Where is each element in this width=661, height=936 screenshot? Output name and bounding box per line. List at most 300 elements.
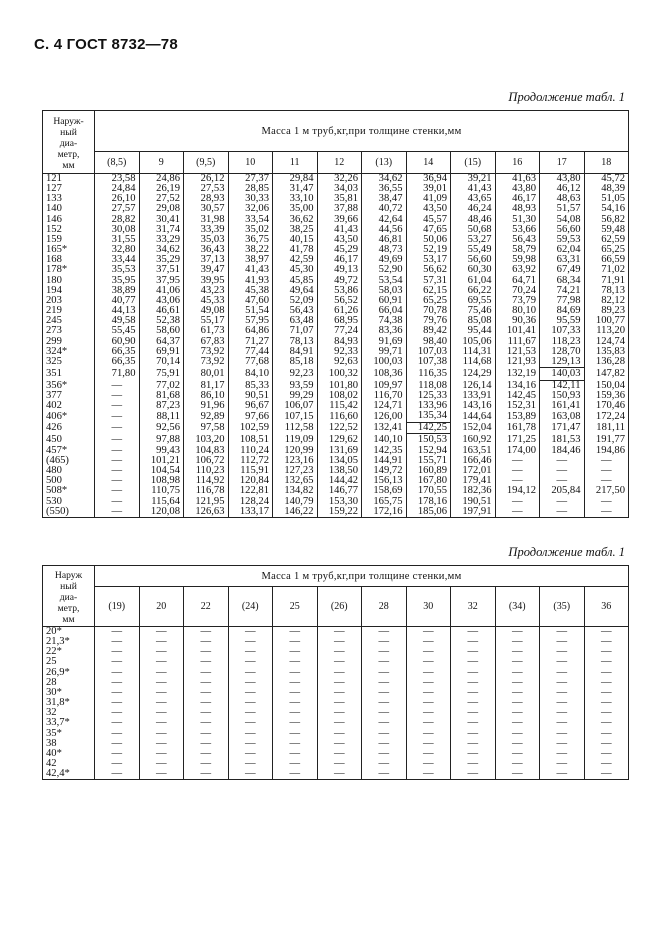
mass-cell: — <box>451 749 496 759</box>
mass-cell: 48,46 <box>451 215 496 225</box>
mass-cell: 158,69 <box>362 486 407 496</box>
mass-cell: 73,79 <box>495 296 540 306</box>
diameter-cell: 25 <box>43 657 95 667</box>
mass-cell: 46,12 <box>540 184 585 194</box>
mass-cell: 23,58 <box>95 174 140 185</box>
mass-cell: 155,71 <box>406 456 451 466</box>
mass-cell: 121,53 <box>495 347 540 357</box>
mass-cell: 146,77 <box>317 486 362 496</box>
mass-cell: 161,78 <box>495 422 540 433</box>
diameter-header-line: ный <box>60 580 77 592</box>
mass-cell: 71,27 <box>228 337 273 347</box>
mass-cell: — <box>95 476 140 486</box>
mass-cell: 140,03 <box>540 367 585 380</box>
mass-cell: 27,53 <box>184 184 229 194</box>
mass-cell: 41,93 <box>228 276 273 286</box>
mass-cell: 179,41 <box>451 476 496 486</box>
mass-cell: 35,81 <box>317 194 362 204</box>
mass-cell: 56,43 <box>273 306 318 316</box>
mass-cell: 87,23 <box>139 401 184 411</box>
mass-cell: 152,94 <box>406 446 451 456</box>
mass-cell: 43,65 <box>451 194 496 204</box>
mass-cell: — <box>273 749 318 759</box>
mass-cell: 36,75 <box>228 235 273 245</box>
mass-cell: — <box>584 769 629 780</box>
mass-cell: — <box>406 739 451 749</box>
diameter-cell: 377 <box>43 391 95 401</box>
mass-cell: 53,27 <box>451 235 496 245</box>
mass-cell: 109,97 <box>362 380 407 391</box>
mass-cell: 93,59 <box>273 380 318 391</box>
mass-cell: 98,40 <box>406 337 451 347</box>
mass-cell: — <box>584 708 629 718</box>
mass-cell: 48,63 <box>540 194 585 204</box>
mass-cell: 38,47 <box>362 194 407 204</box>
mass-cell: 35,53 <box>95 265 140 275</box>
diameter-header-line: мм <box>62 613 75 625</box>
mass-cell: 122,52 <box>317 422 362 433</box>
mass-cell: 159,36 <box>584 391 629 401</box>
mass-cell: — <box>495 678 540 688</box>
mass-cell: 45,38 <box>228 286 273 296</box>
mass-cell: — <box>406 627 451 638</box>
mass-cell: 55,49 <box>451 245 496 255</box>
mass-cell: — <box>139 678 184 688</box>
mass-cell: — <box>540 476 585 486</box>
mass-cell: — <box>540 729 585 739</box>
mass-cell: 67,83 <box>184 337 229 347</box>
mass-cell: 149,72 <box>362 466 407 476</box>
mass-cell: — <box>317 668 362 678</box>
mass-cell: 56,62 <box>406 265 451 275</box>
diameter-cell: 140 <box>43 204 95 214</box>
mass-cell: 73,92 <box>184 357 229 368</box>
mass-cell: 27,52 <box>139 194 184 204</box>
diameter-cell: 40* <box>43 749 95 759</box>
thickness-header: 28 <box>362 587 407 627</box>
mass-cell: 33,44 <box>95 255 140 265</box>
mass-cell: 150,53 <box>406 433 451 446</box>
mass-cell: 152,31 <box>495 401 540 411</box>
mass-cell: — <box>451 627 496 638</box>
mass-cell: 40,77 <box>95 296 140 306</box>
mass-cell: 38,89 <box>95 286 140 296</box>
mass-cell: — <box>317 678 362 688</box>
mass-cell: — <box>540 769 585 780</box>
mass-cell: — <box>95 729 140 739</box>
diameter-cell: 30* <box>43 688 95 698</box>
mass-cell: — <box>273 739 318 749</box>
mass-cell: 197,91 <box>451 507 496 518</box>
mass-cell: — <box>139 627 184 638</box>
mass-cell: 153,89 <box>495 411 540 422</box>
mass-cell: 107,03 <box>406 347 451 357</box>
mass-cell: — <box>540 688 585 698</box>
mass-cell: 56,60 <box>451 255 496 265</box>
mass-cell: 71,07 <box>273 326 318 336</box>
mass-cell: 124,71 <box>362 401 407 411</box>
mass-cell: 39,01 <box>406 184 451 194</box>
mass-cell: 55,45 <box>95 326 140 336</box>
thickness-header: (35) <box>540 587 585 627</box>
mass-cell: — <box>184 637 229 647</box>
mass-cell: — <box>228 759 273 769</box>
mass-cell: — <box>540 678 585 688</box>
mass-cell: 41,06 <box>139 286 184 296</box>
mass-cell: 60,90 <box>95 337 140 347</box>
mass-cell: 52,38 <box>139 316 184 326</box>
mass-cell: 178,16 <box>406 497 451 507</box>
thickness-header: 32 <box>451 587 496 627</box>
thickness-header: 14 <box>406 152 451 174</box>
mass-cell: 49,72 <box>317 276 362 286</box>
mass-cell: 112,72 <box>228 456 273 466</box>
mass-cell: 49,64 <box>273 286 318 296</box>
mass-cell: 74,21 <box>540 286 585 296</box>
mass-cell: 97,88 <box>139 433 184 446</box>
mass-cell: — <box>584 647 629 657</box>
mass-cell: — <box>139 668 184 678</box>
mass-cell: 78,13 <box>584 286 629 296</box>
mass-cell: 114,31 <box>451 347 496 357</box>
mass-cell: 182,36 <box>451 486 496 496</box>
mass-cell: 126,00 <box>362 411 407 422</box>
mass-cell: — <box>495 718 540 728</box>
mass-cell: 84,93 <box>317 337 362 347</box>
diameter-cell: 21,3* <box>43 637 95 647</box>
mass-cell: 77,44 <box>228 347 273 357</box>
mass-cell: — <box>451 708 496 718</box>
mass-cell: — <box>495 497 540 507</box>
mass-cell: 107,15 <box>273 411 318 422</box>
mass-cell: — <box>495 627 540 638</box>
mass-cell: 63,31 <box>540 255 585 265</box>
mass-cell: — <box>362 698 407 708</box>
mass-cell: — <box>362 739 407 749</box>
mass-cell: — <box>540 627 585 638</box>
mass-cell: — <box>317 647 362 657</box>
mass-cell: 45,30 <box>273 265 318 275</box>
mass-cell: — <box>139 729 184 739</box>
mass-cell: — <box>273 769 318 780</box>
mass-cell: — <box>406 657 451 667</box>
mass-cell: — <box>228 668 273 678</box>
mass-cell: — <box>228 688 273 698</box>
mass-cell: 61,26 <box>317 306 362 316</box>
mass-cell: 101,41 <box>495 326 540 336</box>
mass-cell: — <box>139 759 184 769</box>
mass-cell: 48,73 <box>362 245 407 255</box>
mass-cell: — <box>184 678 229 688</box>
mass-cell: — <box>95 739 140 749</box>
mass-cell: — <box>228 637 273 647</box>
mass-cell: 62,04 <box>540 245 585 255</box>
mass-cell: 171,25 <box>495 433 540 446</box>
mass-cell: 40,15 <box>273 235 318 245</box>
mass-cell: 116,60 <box>317 411 362 422</box>
mass-cell: — <box>362 678 407 688</box>
mass-cell: 138,50 <box>317 466 362 476</box>
mass-cell: 33,29 <box>139 235 184 245</box>
mass-cell: 90,36 <box>495 316 540 326</box>
mass-cell: — <box>495 456 540 466</box>
mass-cell: 132,65 <box>273 476 318 486</box>
mass-cell: 97,58 <box>184 422 229 433</box>
mass-cell: 81,68 <box>139 391 184 401</box>
mass-cell: 28,85 <box>228 184 273 194</box>
mass-cell: 56,60 <box>540 225 585 235</box>
table-row <box>43 411 629 422</box>
mass-cell: 85,33 <box>228 380 273 391</box>
diameter-header-line: мм <box>62 159 75 171</box>
mass-cell: — <box>228 627 273 638</box>
mass-cell: — <box>584 466 629 476</box>
mass-cell: — <box>406 718 451 728</box>
mass-cell: 75,91 <box>139 367 184 380</box>
mass-cell: 59,48 <box>584 225 629 235</box>
mass-cell: 30,57 <box>184 204 229 214</box>
mass-cell: — <box>317 688 362 698</box>
mass-cell: 142,25 <box>406 422 451 433</box>
mass-cell: — <box>362 759 407 769</box>
diameter-cell: 168 <box>43 255 95 265</box>
diameter-cell: 324* <box>43 347 95 357</box>
mass-cell: — <box>184 668 229 678</box>
diameter-header-line: диа- <box>59 591 78 603</box>
mass-cell: 116,35 <box>406 367 451 380</box>
diameter-header-line: метр, <box>57 148 80 160</box>
diameter-header <box>43 566 95 627</box>
diameter-cell: 127 <box>43 184 95 194</box>
mass-cell: — <box>540 759 585 769</box>
mass-cell: 135,83 <box>584 347 629 357</box>
mass-cell: 36,43 <box>184 245 229 255</box>
mass-cell: 50,68 <box>451 225 496 235</box>
mass-cell: — <box>406 759 451 769</box>
thickness-header: 20 <box>139 587 184 627</box>
mass-cell: — <box>584 729 629 739</box>
mass-cell: 125,33 <box>406 391 451 401</box>
mass-cell: — <box>362 657 407 667</box>
table-row <box>43 401 629 411</box>
mass-cell: — <box>495 688 540 698</box>
mass-cell: 118,08 <box>406 380 451 391</box>
mass-cell: 32,06 <box>228 204 273 214</box>
mass-cell: 122,81 <box>228 486 273 496</box>
mass-cell: — <box>184 769 229 780</box>
mass-cell: 140,10 <box>362 433 407 446</box>
mass-cell: — <box>406 698 451 708</box>
mass-cell: 49,58 <box>95 316 140 326</box>
mass-cell: — <box>451 698 496 708</box>
mass-cell: 43,23 <box>184 286 229 296</box>
diameter-cell: 508* <box>43 486 95 496</box>
mass-cell: — <box>95 422 140 433</box>
mass-cell: — <box>362 708 407 718</box>
mass-cell: — <box>95 466 140 476</box>
mass-cell: 77,98 <box>540 296 585 306</box>
mass-cell: 46,24 <box>451 204 496 214</box>
mass-cell: 88,11 <box>139 411 184 422</box>
diameter-cell: 42 <box>43 759 95 769</box>
mass-cell: — <box>584 668 629 678</box>
diameter-cell: 159 <box>43 235 95 245</box>
mass-cell: 190,51 <box>451 497 496 507</box>
mass-cell: — <box>139 749 184 759</box>
mass-cell: 129,13 <box>540 357 585 368</box>
mass-cell: 30,41 <box>139 215 184 225</box>
mass-cell: 66,35 <box>95 347 140 357</box>
diameter-header-line: метр, <box>57 602 80 614</box>
mass-cell: — <box>451 647 496 657</box>
mass-cell: — <box>540 497 585 507</box>
mass-cell: — <box>584 476 629 486</box>
mass-cell: 42,59 <box>273 255 318 265</box>
mass-cell: 107,38 <box>406 357 451 368</box>
mass-cell: 44,56 <box>362 225 407 235</box>
mass-cell: — <box>406 749 451 759</box>
mass-cell: 174,00 <box>495 446 540 456</box>
mass-cell: 144,91 <box>362 456 407 466</box>
mass-cell: 41,63 <box>495 174 540 185</box>
mass-cell: 205,84 <box>540 486 585 496</box>
diameter-cell: 500 <box>43 476 95 486</box>
mass-cell: 77,24 <box>317 326 362 336</box>
mass-cell: — <box>451 769 496 780</box>
mass-cell: — <box>95 698 140 708</box>
mass-cell: — <box>184 708 229 718</box>
mass-cell: 172,24 <box>584 411 629 422</box>
mass-cell: — <box>95 678 140 688</box>
mass-cell: — <box>95 391 140 401</box>
mass-cell: 66,22 <box>451 286 496 296</box>
mass-cell: — <box>317 627 362 638</box>
diameter-cell: 194 <box>43 286 95 296</box>
mass-cell: 53,66 <box>495 225 540 235</box>
mass-cell: 43,80 <box>495 184 540 194</box>
mass-cell: — <box>584 507 629 518</box>
mass-cell: — <box>406 678 451 688</box>
mass-cell: 79,76 <box>406 316 451 326</box>
mass-cell: — <box>139 688 184 698</box>
mass-cell: 49,08 <box>184 306 229 316</box>
diameter-cell: 121 <box>43 174 95 185</box>
mass-cell: 36,94 <box>406 174 451 185</box>
mass-cell: 38,97 <box>228 255 273 265</box>
mass-cell: — <box>317 769 362 780</box>
mass-cell: 52,90 <box>362 265 407 275</box>
mass-cell: 172,16 <box>362 507 407 518</box>
mass-cell: 57,95 <box>228 316 273 326</box>
mass-cell: 62,59 <box>584 235 629 245</box>
mass-cell: 104,83 <box>184 446 229 456</box>
mass-cell: — <box>540 718 585 728</box>
diameter-cell: 457* <box>43 446 95 456</box>
mass-cell: 64,71 <box>495 276 540 286</box>
mass-cell: 161,41 <box>540 401 585 411</box>
mass-cell: 167,80 <box>406 476 451 486</box>
mass-cell: 82,12 <box>584 296 629 306</box>
mass-cell: — <box>451 688 496 698</box>
diameter-header-line: Наруж <box>54 569 83 581</box>
mass-cell: 24,86 <box>139 174 184 185</box>
mass-cell: 43,50 <box>406 204 451 214</box>
mass-cell: 160,92 <box>451 433 496 446</box>
mass-cell: 194,12 <box>495 486 540 496</box>
mass-cell: — <box>228 698 273 708</box>
mass-cell: 63,92 <box>495 265 540 275</box>
mass-cell: 100,03 <box>362 357 407 368</box>
mass-cell: 33,10 <box>273 194 318 204</box>
mass-cell: 35,29 <box>139 255 184 265</box>
mass-cell: 142,11 <box>540 380 585 391</box>
page-header: С. 4 ГОСТ 8732—78 <box>34 36 178 53</box>
mass-cell: — <box>95 433 140 446</box>
mass-cell: — <box>95 688 140 698</box>
mass-cell: — <box>540 637 585 647</box>
mass-cell: 142,45 <box>495 391 540 401</box>
mass-cell: 150,93 <box>540 391 585 401</box>
mass-cell: — <box>228 657 273 667</box>
mass-cell: 101,21 <box>139 456 184 466</box>
mass-cell: 35,02 <box>228 225 273 235</box>
mass-cell: 194,86 <box>584 446 629 456</box>
mass-cell: — <box>495 466 540 476</box>
mass-cell: — <box>317 637 362 647</box>
mass-cell: 43,80 <box>540 174 585 185</box>
mass-cell: — <box>95 627 140 638</box>
mass-cell: — <box>362 627 407 638</box>
diameter-cell: 133 <box>43 194 95 204</box>
mass-cell: — <box>495 476 540 486</box>
thickness-header: (13) <box>362 152 407 174</box>
mass-cell: 95,59 <box>540 316 585 326</box>
mass-cell: 172,01 <box>451 466 496 476</box>
mass-cell: — <box>317 759 362 769</box>
mass-cell: 128,24 <box>228 497 273 507</box>
diameter-header-line: ный <box>60 126 77 138</box>
mass-cell: — <box>317 657 362 667</box>
mass-cell: 36,62 <box>273 215 318 225</box>
mass-cell: — <box>540 668 585 678</box>
diameter-cell: 299 <box>43 337 95 347</box>
table-row <box>43 326 629 336</box>
mass-cell: 56,82 <box>584 215 629 225</box>
mass-title: Масса 1 м труб,кг,при толщине стенки,мм <box>95 111 629 152</box>
mass-cell: 77,68 <box>228 357 273 368</box>
mass-cell: 54,08 <box>540 215 585 225</box>
mass-cell: 103,20 <box>184 433 229 446</box>
mass-cell: 40,72 <box>362 204 407 214</box>
mass-cell: — <box>95 668 140 678</box>
mass-table-part-1 <box>42 110 629 518</box>
mass-cell: — <box>495 647 540 657</box>
mass-cell: — <box>228 769 273 780</box>
mass-cell: 69,55 <box>451 296 496 306</box>
mass-cell: 53,17 <box>406 255 451 265</box>
diameter-cell: 26,9* <box>43 668 95 678</box>
mass-cell: — <box>362 718 407 728</box>
mass-cell: — <box>139 718 184 728</box>
diameter-cell: 273 <box>43 326 95 336</box>
mass-cell: 185,06 <box>406 507 451 518</box>
mass-cell: — <box>362 647 407 657</box>
mass-cell: — <box>362 729 407 739</box>
mass-cell: — <box>184 647 229 657</box>
mass-cell: 63,48 <box>273 316 318 326</box>
mass-cell: — <box>495 657 540 667</box>
mass-cell: 30,33 <box>228 194 273 204</box>
